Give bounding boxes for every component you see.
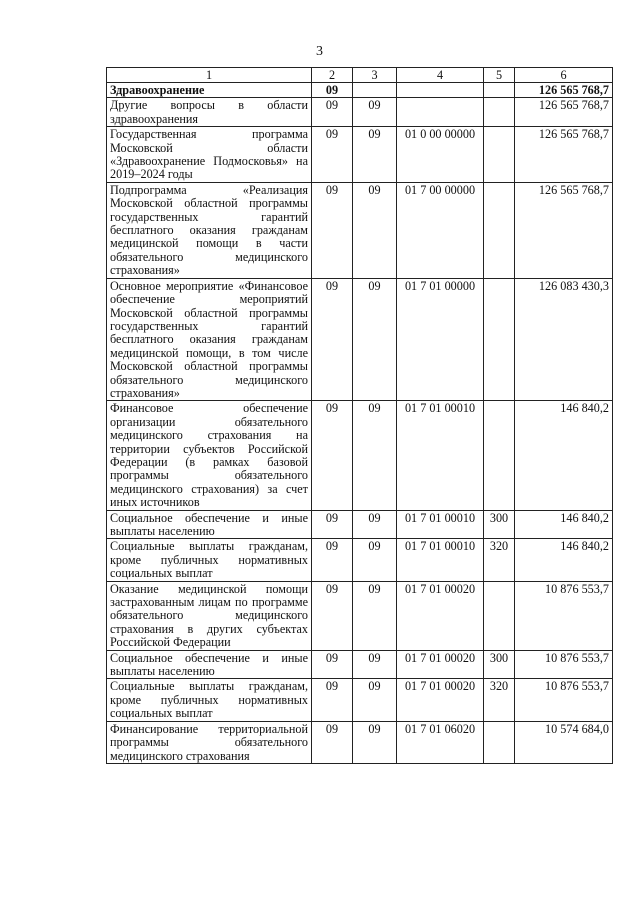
row-amount: 146 840,2 <box>515 401 613 510</box>
row-subsection-code: 09 <box>353 581 397 650</box>
table-row <box>107 539 613 581</box>
page-number: 3 <box>316 44 323 59</box>
row-amount: 126 565 768,7 <box>515 98 613 127</box>
row-subsection-code: 09 <box>353 127 397 183</box>
row-subsection-code <box>353 83 397 98</box>
column-number-2: 2 <box>312 68 353 83</box>
row-name: Финансовое обеспечение организации обязательного медицинского страхования на территории субъектов Российской Федерации (в рамках базовой программы обязательного медицинского страхования) за счет иных источников <box>107 401 312 510</box>
row-expense-type: 300 <box>484 510 515 539</box>
row-subsection-code: 09 <box>353 401 397 510</box>
row-name: Здравоохранение <box>107 83 312 98</box>
row-expense-type: 320 <box>484 539 515 581</box>
row-target-article <box>397 98 484 127</box>
table-row <box>107 510 613 539</box>
row-subsection-code: 09 <box>353 278 397 401</box>
row-amount: 10 876 553,7 <box>515 679 613 721</box>
row-amount: 126 083 430,3 <box>515 278 613 401</box>
row-section-code: 09 <box>312 182 353 278</box>
row-name: Социальные выплаты гражданам, кроме публичных нормативных социальных выплат <box>107 539 312 581</box>
table-row <box>107 679 613 721</box>
column-number-1: 1 <box>107 68 312 83</box>
table-row <box>107 650 613 679</box>
row-target-article: 01 7 00 00000 <box>397 182 484 278</box>
row-section-code: 09 <box>312 83 353 98</box>
row-expense-type <box>484 83 515 98</box>
table-row <box>107 721 613 763</box>
row-subsection-code: 09 <box>353 721 397 763</box>
column-number-6: 6 <box>515 68 613 83</box>
table-row <box>107 182 613 278</box>
row-expense-type: 300 <box>484 650 515 679</box>
row-target-article: 01 0 00 00000 <box>397 127 484 183</box>
row-expense-type <box>484 278 515 401</box>
row-expense-type <box>484 581 515 650</box>
row-amount: 146 840,2 <box>515 539 613 581</box>
row-target-article: 01 7 01 06020 <box>397 721 484 763</box>
row-section-code: 09 <box>312 721 353 763</box>
column-number-3: 3 <box>353 68 397 83</box>
row-section-code: 09 <box>312 127 353 183</box>
row-amount: 146 840,2 <box>515 510 613 539</box>
row-section-code: 09 <box>312 679 353 721</box>
row-subsection-code: 09 <box>353 182 397 278</box>
row-name: Финансирование территориальной программы обязательного медицинского страхования <box>107 721 312 763</box>
row-name: Социальные выплаты гражданам, кроме публичных нормативных социальных выплат <box>107 679 312 721</box>
row-subsection-code: 09 <box>353 679 397 721</box>
row-expense-type <box>484 182 515 278</box>
row-amount: 126 565 768,7 <box>515 182 613 278</box>
column-number-row <box>107 68 613 83</box>
row-section-code: 09 <box>312 510 353 539</box>
row-subsection-code: 09 <box>353 98 397 127</box>
row-expense-type <box>484 401 515 510</box>
row-amount: 10 574 684,0 <box>515 721 613 763</box>
row-target-article: 01 7 01 00000 <box>397 278 484 401</box>
row-target-article: 01 7 01 00010 <box>397 510 484 539</box>
row-name: Государственная программа Московской области «Здравоохранение Подмосковья» на 2019–2024 годы <box>107 127 312 183</box>
row-name: Основное мероприятие «Финансовое обеспечение мероприятий Московской областной программы государственных гарантий бесплатного оказания гражданам медицинской помощи, в том числе Московской областной программы обязательного медицинского страхования» <box>107 278 312 401</box>
row-target-article <box>397 83 484 98</box>
row-expense-type <box>484 127 515 183</box>
table-row <box>107 98 613 127</box>
row-amount: 10 876 553,7 <box>515 650 613 679</box>
row-subsection-code: 09 <box>353 650 397 679</box>
row-target-article: 01 7 01 00020 <box>397 679 484 721</box>
budget-table <box>106 67 613 764</box>
row-amount: 10 876 553,7 <box>515 581 613 650</box>
row-name: Другие вопросы в области здравоохранения <box>107 98 312 127</box>
row-subsection-code: 09 <box>353 510 397 539</box>
row-target-article: 01 7 01 00010 <box>397 539 484 581</box>
table-row <box>107 401 613 510</box>
row-expense-type <box>484 98 515 127</box>
table-row <box>107 83 613 98</box>
column-number-5: 5 <box>484 68 515 83</box>
row-section-code: 09 <box>312 401 353 510</box>
row-name: Подпрограмма «Реализация Московской областной программы государственных гарантий бесплатного оказания гражданам медицинской помощи в части обязательного медицинского страхования» <box>107 182 312 278</box>
row-name: Социальное обеспечение и иные выплаты населению <box>107 650 312 679</box>
row-name: Оказание медицинской помощи застрахованным лицам по программе обязательного медицинского страхования в других субъектах Российской Федерации <box>107 581 312 650</box>
row-section-code: 09 <box>312 98 353 127</box>
row-target-article: 01 7 01 00020 <box>397 650 484 679</box>
row-amount: 126 565 768,7 <box>515 127 613 183</box>
table-row <box>107 278 613 401</box>
row-section-code: 09 <box>312 278 353 401</box>
column-number-4: 4 <box>397 68 484 83</box>
row-section-code: 09 <box>312 539 353 581</box>
row-name: Социальное обеспечение и иные выплаты населению <box>107 510 312 539</box>
row-amount: 126 565 768,7 <box>515 83 613 98</box>
row-expense-type <box>484 721 515 763</box>
row-subsection-code: 09 <box>353 539 397 581</box>
table-row <box>107 127 613 183</box>
row-target-article: 01 7 01 00010 <box>397 401 484 510</box>
row-section-code: 09 <box>312 650 353 679</box>
row-target-article: 01 7 01 00020 <box>397 581 484 650</box>
table-row <box>107 581 613 650</box>
row-section-code: 09 <box>312 581 353 650</box>
row-expense-type: 320 <box>484 679 515 721</box>
